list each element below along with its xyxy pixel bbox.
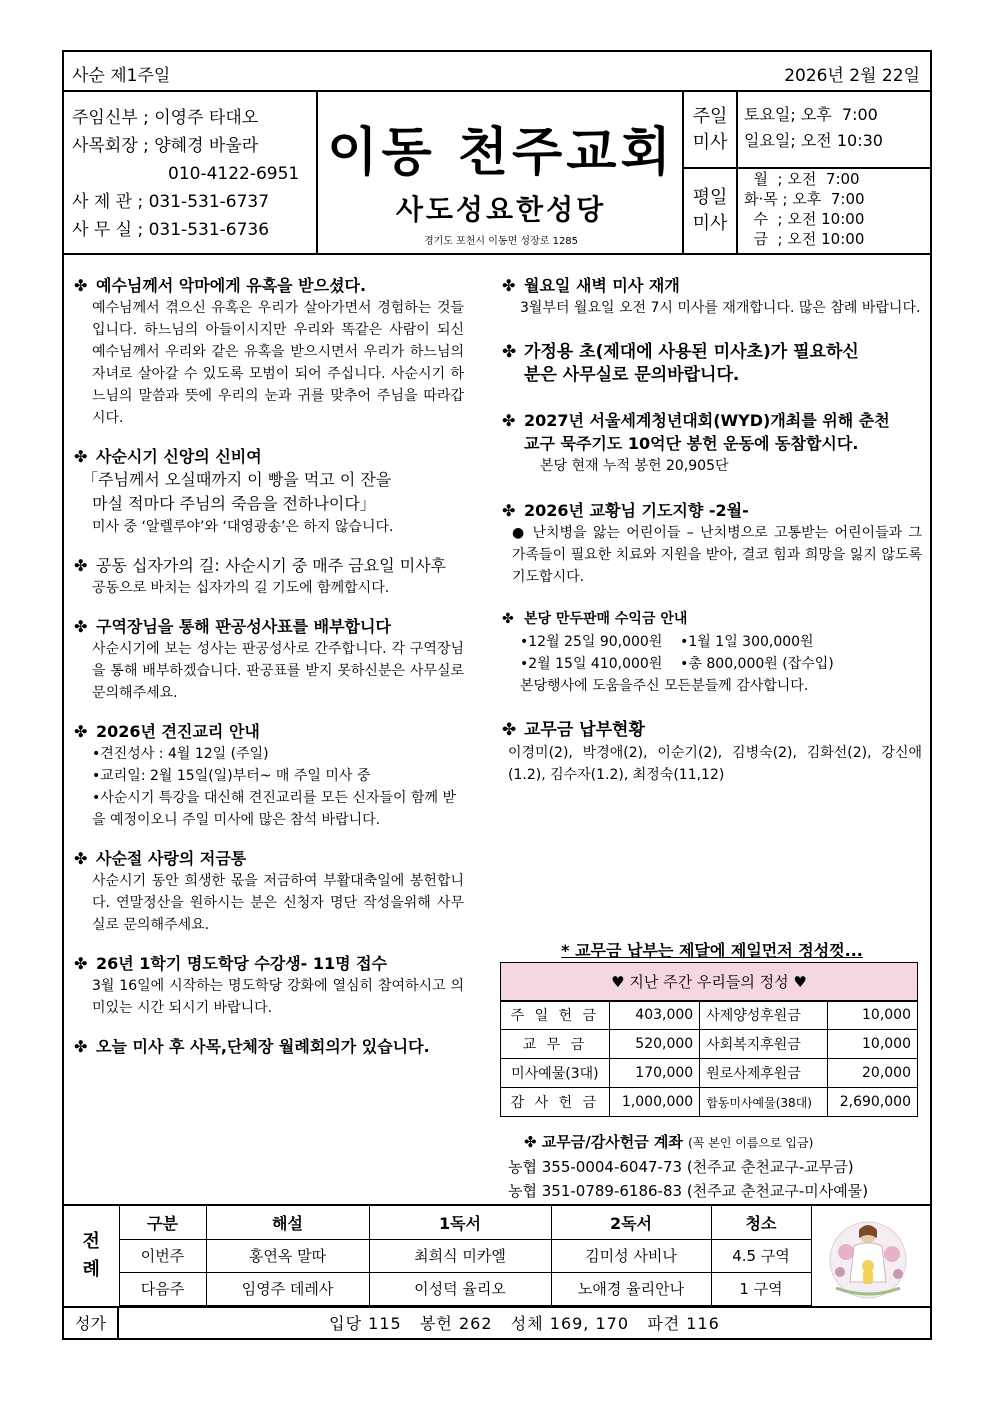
pastor: 주임신부 ; 이영주 타대오: [72, 108, 259, 128]
clover-icon: ✤: [502, 611, 514, 627]
hymns-label: 성가: [64, 1308, 119, 1340]
clover-icon: ✤: [502, 342, 517, 362]
notice-myeongdo-school: ✤ 26년 1학기 명도학당 수강생- 11명 접수 3월 16일에 시작하는 명도학당 강화에 열심히 참여하시고 의미있는 시간 되시기 바랍니다.: [74, 954, 464, 1016]
notice-stations-of-cross: ✤ 공동 십자가의 길: 사순시기 중 매주 금요일 미사후 공동으로 바치는 십자가의 길 기도에 함께합시다.: [74, 556, 447, 596]
table-row: 감 사 헌 금 1,000,000 합동미사예물(38대) 2,690,000: [501, 1088, 918, 1117]
notice-confirmation: ✤ 2026년 견진교리 안내 •견진성사 : 4월 12일 (주일) •교리일: 2월 15일(일)부터~ 매 주일 미사 중 •사순시기 특강을 대신해 견진교리를 모든 신자들이 함께 받을 예정이오니 주일 미사에 많은 참석 바랍니다.: [74, 722, 456, 828]
right-column: [502, 274, 922, 802]
weekday-mass-times: 월 ; 오전 7:00 화·목 ; 오후 7:00 수 ; 오전 10:00 금 ; 오전 10:00: [744, 170, 865, 248]
clover-icon: ✤: [74, 447, 88, 466]
church-logo: [318, 92, 684, 253]
top-bar: [64, 52, 930, 92]
notice-pope-intention: ✤ 2026년 교황님 기도지향 -2월- ● 난치병을 앓는 어린이들 – 난치병으로 고통받는 어린이들과 그 가족들이 필요한 치료와 지원을 받아, 결코 힘과 희망을 잃지 않도록 기도합시다.: [502, 501, 922, 585]
clover-icon: ✤: [74, 276, 88, 295]
council-phone: 010-4122-6951: [168, 164, 300, 184]
sunday-mass: [684, 92, 930, 169]
church-subtitle: 사도성요한성당: [395, 193, 607, 226]
offering-header: ♥ 지난 주간 우리들의 정성 ♥: [501, 963, 918, 1001]
table-row: 다음주 임영주 데레사 이성덕 율리오 노애경 율리안나 1 구역: [64, 1272, 811, 1305]
table-row: 교 무 금 520,000 사회복지후원금 10,000: [501, 1030, 918, 1059]
council-president: 사목회장 ; 양혜경 바울라: [72, 136, 259, 156]
office-phone: 사 무 실 ; 031-531-6736: [72, 220, 270, 240]
table-row: 미사예물(3대) 170,000 원로사제후원금 20,000: [501, 1059, 918, 1088]
hymns-list: 입당 115 봉헌 262 성체 169, 170 파견 116: [329, 1314, 720, 1333]
account-dues: 농협 355-0004-6047-73 (천주교 춘천교구-교무금): [508, 1158, 854, 1176]
church-address: 경기도 포천시 이동면 성장로 1285: [423, 236, 579, 247]
notice-mystery-of-faith: ✤ 사순시기 신앙의 신비여 「주님께서 오실때까지 이 빵을 먹고 이 잔을 마실 적마다 주님의 죽음을 전하나이다」 미사 중 ‘알렐루야’와 ‘대영광송’은 하지 않습니다.: [74, 447, 394, 535]
notice-temptation: ✤ 예수님께서 악마에게 유혹을 받으셨다. 예수님께서 겪으신 유혹은 우리가 살아가면서 경험하는 것들입니다. 하느님의 아들이시지만 우리와 똑같은 사람이 되신 예수님께서 우리와 같은 유혹을 받으시면서 우리가 하느님의 자녀로 살아갈 수 있도록 모범이 되어 주십니다. 사순시기 하느님의 말씀과 뜻에 우리의 눈과 귀를 맞추어 주님을 따라갑시다.: [74, 276, 464, 426]
jesus-child-illustration: [816, 1212, 920, 1302]
clover-icon: ✤: [74, 617, 88, 636]
offering-note: * 교무금 납부는 제달에 제일먼저 정성껏...: [561, 941, 863, 960]
account-mass-stipend: 농협 351-0789-6186-83 (천주교 춘천교구-미사예물): [508, 1182, 869, 1200]
clover-icon: ✤: [74, 849, 88, 868]
clover-icon: ✤: [74, 722, 88, 741]
clover-icon: ✤: [502, 276, 516, 295]
header: [64, 92, 930, 255]
notice-wyd-rosary: ✤ 2027년 서울세계청년대회(WYD)개최를 위해 춘천 교구 묵주기도 10억단 봉헌 운동에 동참합시다. 본당 현재 누적 봉헌 20,905단: [502, 411, 890, 474]
clover-icon: ✤: [502, 720, 517, 740]
sunday-mass-label: 주일 미사: [684, 92, 738, 167]
clover-icon: ✤: [502, 501, 516, 520]
offering-table: [500, 962, 918, 1117]
table-row: 이번주 홍연옥 말따 최희식 미카엘 김미성 사비나 4.5 구역: [64, 1239, 811, 1272]
liturgy-label: 전 례: [64, 1206, 119, 1305]
church-name: 이동 천주교회: [327, 122, 675, 183]
clover-icon: ✤: [524, 1133, 542, 1151]
notice-home-candles: ✤ 가정용 초(제대에 사용된 미사초)가 필요하신 분은 사무실로 문의바랍니다.: [502, 342, 859, 385]
rectory-phone: 사 제 관 ; 031-531-6737: [72, 192, 270, 212]
notice-confession-card: ✤ 구역장님을 통해 판공성사표를 배부합니다 사순시기에 보는 성사는 판공성사로 간주합니다. 각 구역장님을 통해 배부하겠습니다. 판공표를 받지 못하신분은 사무실로 문의해주세요.: [74, 617, 464, 701]
table-row: 주 일 헌 금 403,000 사제양성후원금 10,000: [501, 1001, 918, 1030]
bulletin-frame: [62, 50, 932, 1340]
hymns-row: [64, 1306, 930, 1340]
clover-icon: ✤: [74, 1037, 88, 1056]
liturgy-section: [64, 1204, 930, 1338]
weekday-mass-label: 평일 미사: [684, 169, 738, 253]
notice-lent-piggy-bank: ✤ 사순절 사랑의 저금통 사순시기 동안 희생한 몫을 저금하여 부활대축일에 봉헌합니다. 연말정산을 원하시는 분은 신청자 명단 작성을위해 사무실로 문의해주세요.: [74, 849, 464, 933]
notice-monday-mass: ✤ 월요일 새벽 미사 재개 3월부터 월요일 오전 7시 미사를 재개합니다. 많은 참례 바랍니다.: [502, 276, 921, 316]
sunday-mass-times: 토요일; 오후 7:00 일요일; 오전 10:30: [744, 105, 883, 150]
clover-icon: ✤: [74, 556, 88, 575]
bank-accounts: ✤ 교무금/감사헌금 계좌 (꼭 본인 이름으로 입금) 농협 355-0004-6047-73 (천주교 춘천교구-교무금) 농협 351-0789-6186-83 (천주교 춘천교구-미사예물): [508, 1130, 928, 1203]
left-column: [74, 274, 464, 1074]
notice-monthly-meeting: ✤ 오늘 미사 후 사목,단체장 월례회의가 있습니다.: [74, 1037, 430, 1056]
bulletin-date: 2026년 2월 22일: [784, 66, 920, 86]
staff-contacts: [64, 92, 318, 253]
mass-schedule: [684, 92, 930, 253]
notice-dues-status: ✤ 교무금 납부현황 이경미(2), 박경애(2), 이순기(2), 김병숙(2), 김화선(2), 강신애(1.2), 김수자(1.2), 최정숙(11,12): [502, 720, 922, 783]
table-row: 전 례 구분 해설 1독서 2독서 청소: [64, 1206, 811, 1239]
weekday-mass: [684, 169, 930, 253]
liturgy-roles-table: [64, 1206, 812, 1306]
clover-icon: ✤: [74, 954, 88, 973]
liturgical-week: 사순 제1주일: [72, 66, 171, 86]
clover-icon: ✤: [502, 411, 516, 430]
notice-dumpling-sales: ✤ 본당 만두판매 수익금 안내 •12월 25일 90,000원 •1월 1일 300,000원 •2월 15일 410,000원 •총 800,000원 (잡수입) 본당행사에 도움을주신 모든분들께 감사합니다.: [502, 608, 922, 697]
